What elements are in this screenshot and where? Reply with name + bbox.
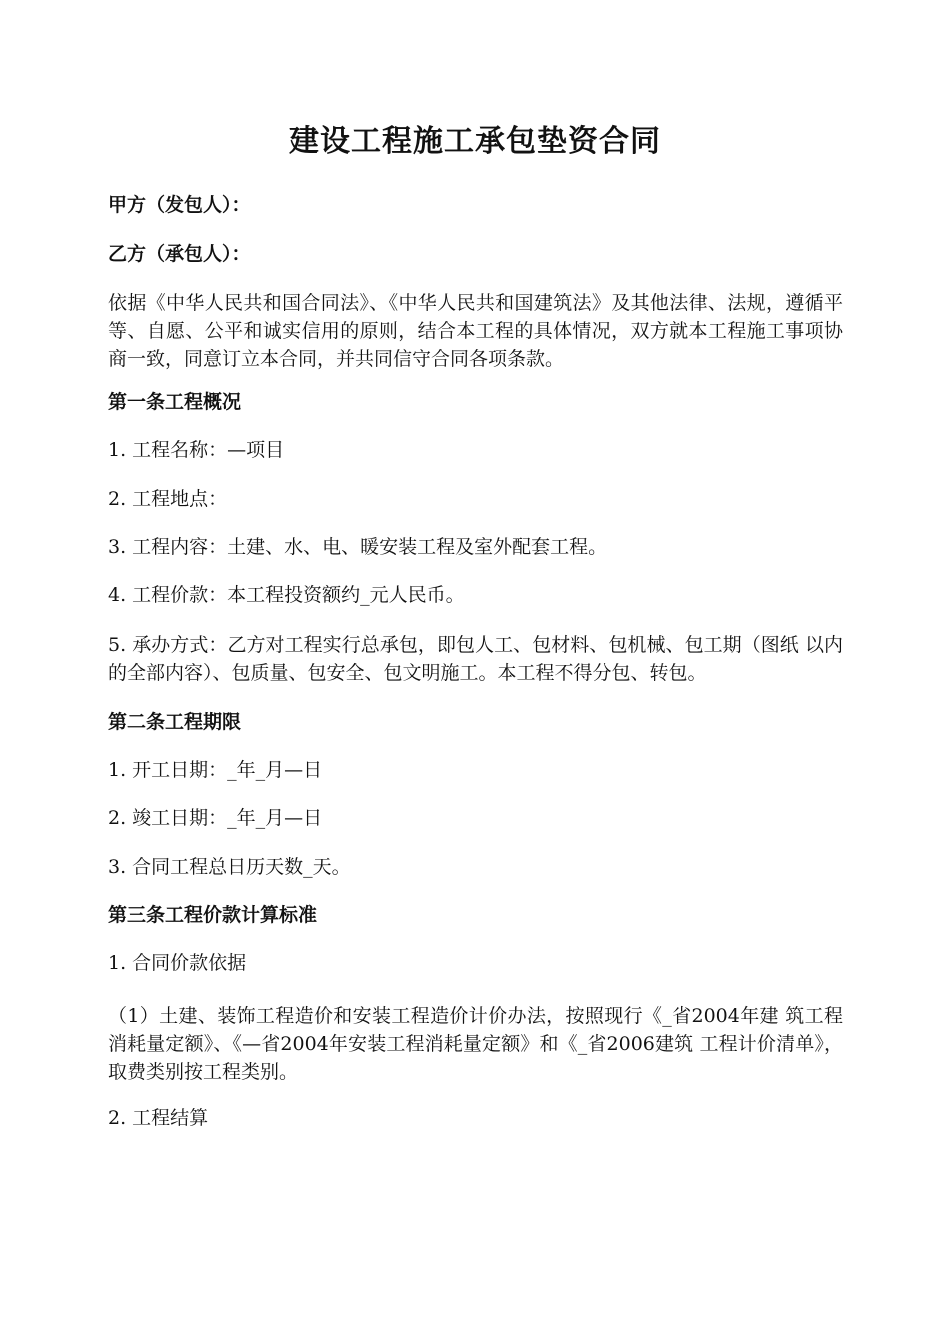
article-1-item-5: 5. 承办方式：乙方对工程实行总承包，即包人工、包材料、包机械、包工期（图纸 以内的全部内容）、包质量、包安全、包文明施工。本工程不得分包、转包。 — [108, 634, 843, 684]
article-1-heading: 第一条工程概况 — [108, 391, 242, 413]
party-b-label: 乙方（承包人）： — [108, 243, 251, 265]
article-2-heading: 第二条工程期限 — [108, 711, 242, 733]
preamble-paragraph: 依据《中华人民共和国合同法》、《中华人民共和国建筑法》及其他法律、法规，遵循平等、自愿、公平和诚实信用的原则，结合本工程的具体情况，双方就本工程施工事项协商一致，同意订立本合同，并共同信守合同各项条款。 — [108, 292, 843, 370]
article-3-heading: 第三条工程价款计算标准 — [108, 904, 318, 926]
article-3-sub-1: （1）土建、装饰工程造价和安装工程造价计价办法，按照现行《_省2004年建 筑工程消耗量定额》、《—省2004年安装工程消耗量定额》和《_省2006建筑 工程计价清单》，取费类别按工程类别。 — [108, 1005, 843, 1083]
article-2-item-1: 1. 开工日期：_年_月—日 — [108, 759, 323, 781]
article-3-item-2: 2. 工程结算 — [108, 1107, 209, 1129]
article-1-item-4: 4. 工程价款：本工程投资额约_元人民币。 — [108, 584, 465, 606]
document-title: 建设工程施工承包垫资合同 — [289, 124, 661, 159]
article-1-item-2: 2. 工程地点： — [108, 488, 228, 510]
article-2-item-3: 3. 合同工程总日历天数_天。 — [108, 856, 351, 878]
article-1-item-1: 1. 工程名称：—项目 — [108, 439, 285, 461]
article-2-item-2: 2. 竣工日期：_年_月—日 — [108, 807, 323, 829]
party-a-label: 甲方（发包人）： — [108, 194, 251, 216]
article-3-item-1: 1. 合同价款依据 — [108, 952, 247, 974]
article-1-item-3: 3. 工程内容：土建、水、电、暖安装工程及室外配套工程。 — [108, 536, 608, 558]
